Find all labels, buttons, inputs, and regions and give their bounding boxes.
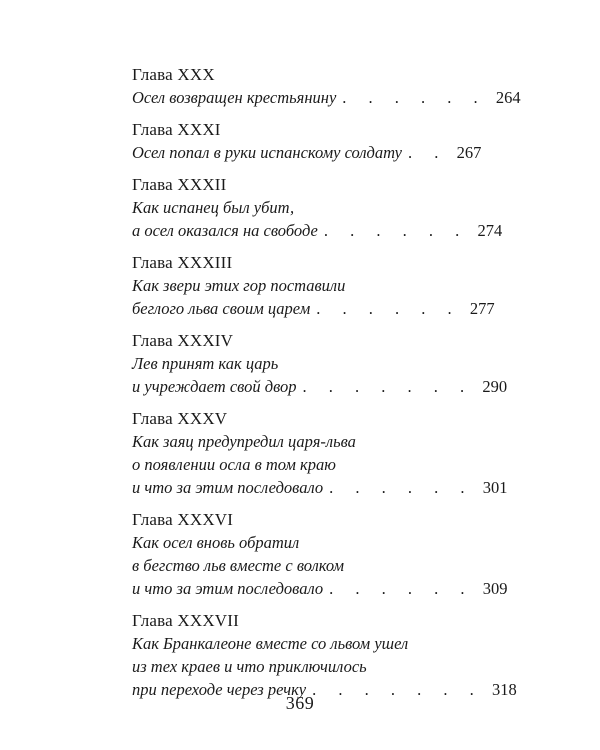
- toc-entry: [132, 64, 521, 109]
- chapter-heading: Глава XXXIII: [132, 253, 233, 272]
- page-number: 290: [482, 377, 508, 396]
- toc-line-with-page: [132, 375, 508, 398]
- dot-leader: . . . . . .: [316, 299, 461, 318]
- dot-leader: . . . . . .: [329, 579, 474, 598]
- page-number: 309: [482, 579, 508, 598]
- toc-line-with-page: [132, 219, 503, 242]
- chapter-title-line: Лев принят как царь: [132, 354, 279, 373]
- toc-entry: [132, 119, 482, 164]
- chapter-heading: Глава XXXVI: [132, 510, 234, 529]
- chapter-heading: Глава XXXV: [132, 409, 228, 428]
- chapter-heading: Глава XXXI: [132, 120, 221, 139]
- chapter-heading: Глава XXX: [132, 65, 215, 84]
- chapter-heading: Глава XXXVII: [132, 611, 240, 630]
- chapter-title-line: а осел оказался на свободе: [132, 221, 318, 240]
- dot-leader: . .: [407, 143, 448, 162]
- toc-entry: [132, 330, 508, 398]
- table-of-contents: [132, 64, 521, 711]
- toc-line-with-page: [132, 476, 508, 499]
- toc-line-with-page: [132, 86, 521, 109]
- chapter-title-line: и учреждает свой двор: [132, 377, 297, 396]
- toc-line-with-page: [132, 297, 495, 320]
- page-number: 264: [495, 88, 521, 107]
- chapter-title-line: Как Бранкалеоне вместе со львом ушел: [132, 634, 409, 653]
- chapter-title-line: Как заяц предупредил царя-льва: [132, 432, 356, 451]
- page-number: 301: [482, 478, 508, 497]
- toc-line-with-page: [132, 577, 508, 600]
- toc-entry: [132, 408, 508, 499]
- chapter-title-line: Осел возвращен крестьянину: [132, 88, 337, 107]
- dot-leader: . . . . . .: [342, 88, 487, 107]
- chapter-title-line: беглого льва своим царем: [132, 299, 311, 318]
- dot-leader: . . . . . .: [329, 478, 474, 497]
- chapter-title-line: и что за этим последовало: [132, 478, 324, 497]
- toc-line-with-page: [132, 141, 482, 164]
- chapter-title-line: Как испанец был убит,: [132, 198, 295, 217]
- dot-leader: . . . . . . .: [302, 377, 474, 396]
- chapter-title-line: при переходе через речку: [132, 680, 307, 699]
- chapter-title-line: Как звери этих гор поставили: [132, 276, 346, 295]
- dot-leader: . . . . . .: [323, 221, 469, 240]
- page-folio: 369: [285, 693, 315, 713]
- chapter-heading: Глава XXXIV: [132, 331, 234, 350]
- toc-entry: [132, 509, 508, 600]
- page-number: 318: [492, 680, 517, 699]
- page-number: 267: [456, 143, 482, 162]
- toc-entry: [132, 252, 495, 320]
- dot-leader: . . . . . . .: [312, 680, 483, 699]
- chapter-title-line: в бегство льв вместе с волком: [132, 556, 345, 575]
- page-number: 277: [469, 299, 495, 318]
- toc-entry: [132, 174, 503, 242]
- toc-entry: [132, 610, 517, 701]
- chapter-heading: Глава XXXII: [132, 175, 227, 194]
- page-number: 274: [477, 221, 503, 240]
- chapter-title-line: Как осел вновь обратил: [132, 533, 300, 552]
- chapter-title-line: и что за этим последовало: [132, 579, 324, 598]
- chapter-title-line: из тех краев и что приключилось: [132, 657, 367, 676]
- chapter-title-line: о появлении осла в том краю: [132, 455, 336, 474]
- chapter-title-line: Осел попал в руки испанскому солдату: [132, 143, 402, 162]
